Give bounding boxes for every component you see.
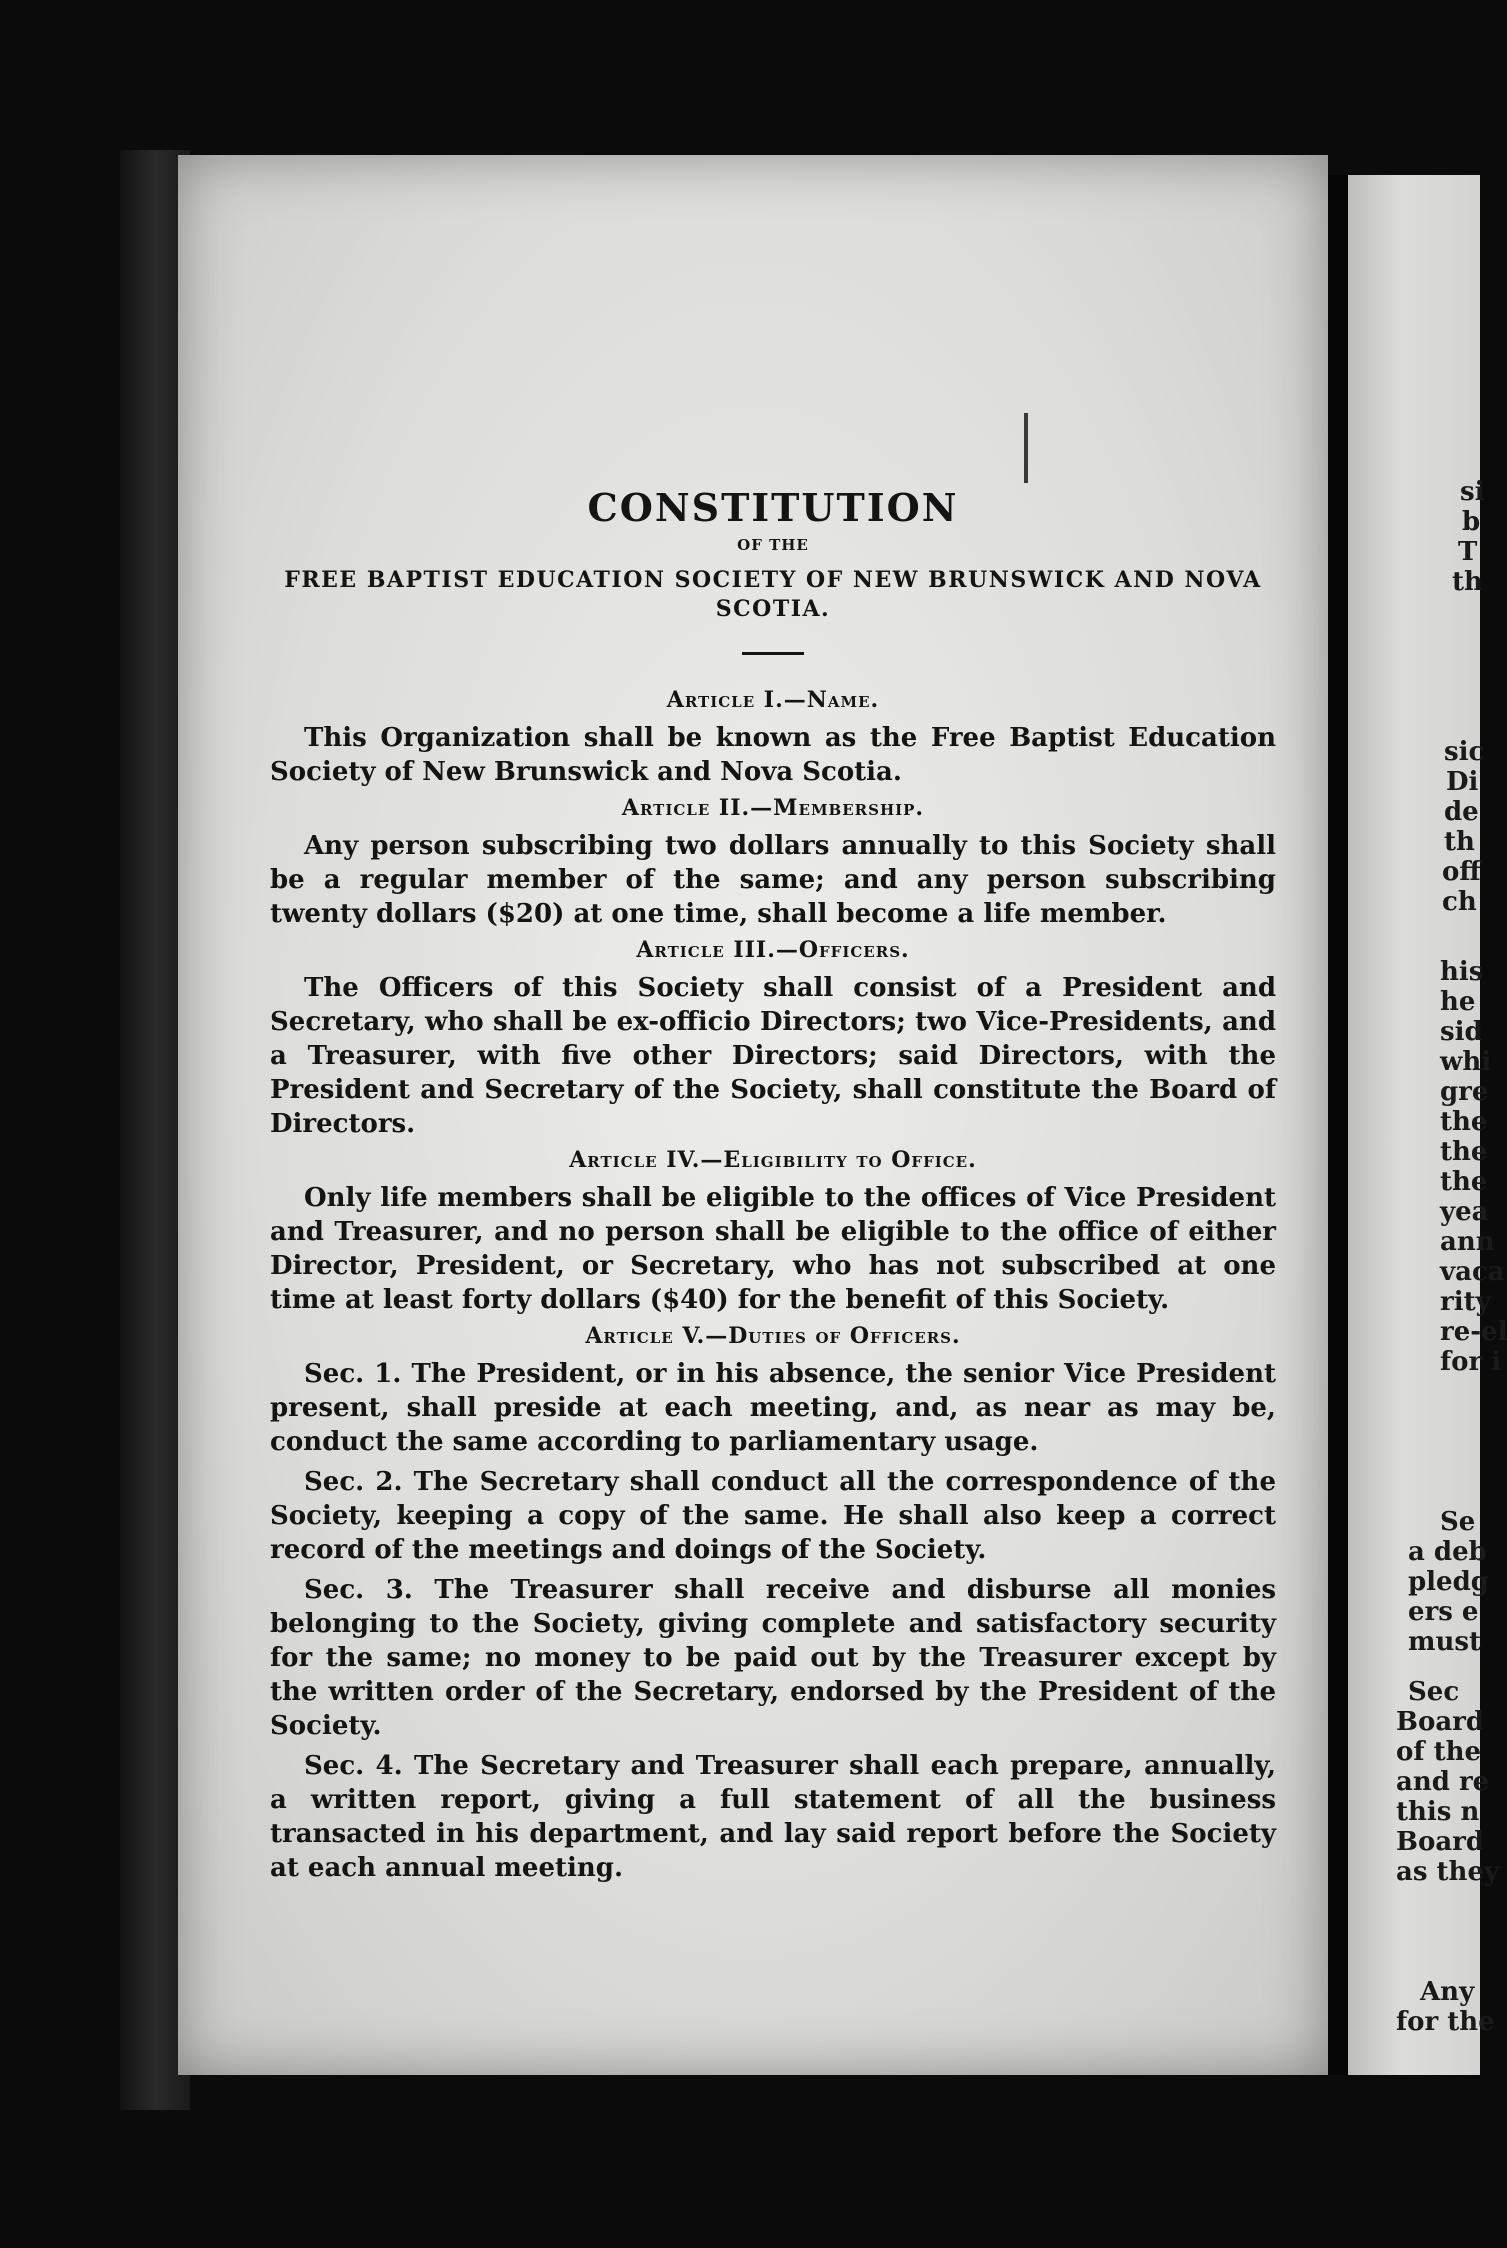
adjacent-page-fragment: rity: [1440, 1287, 1491, 1317]
document-page: [178, 155, 1328, 2075]
adjacent-page-fragment: re-el: [1440, 1317, 1507, 1347]
adjacent-page-fragment: and re: [1396, 1767, 1490, 1797]
article-3: [270, 937, 1276, 1141]
adjacent-page-fragment: this n: [1396, 1797, 1480, 1827]
adjacent-page-fragment: b: [1462, 507, 1481, 537]
adjacent-page-fragment: whi: [1440, 1047, 1492, 1077]
adjacent-page-fragment: ch: [1442, 887, 1477, 917]
adjacent-page-fragment: sic: [1444, 737, 1485, 767]
adjacent-page-fragment: si: [1460, 477, 1485, 507]
article-heading: Article IV.—Eligibility to Office.: [569, 1147, 977, 1173]
document-subtitle: FREE BAPTIST EDUCATION SOCIETY OF NEW BRUNSWICK AND NOVA SCOTIA.: [284, 567, 1262, 622]
adjacent-page-fragment: vaca: [1440, 1257, 1505, 1287]
adjacent-page: [1348, 175, 1507, 2075]
article-heading: Article V.—Duties of Officers.: [585, 1323, 961, 1349]
adjacent-page-fragment: pledg: [1408, 1567, 1489, 1597]
article-paragraph: Only life members shall be eligible to the offices of Vice President and Treasurer, and no person shall be eligible to the office of either Director, President, or Secretary, who has not subscribed at one time at least forty dollars ($40) for the benefit of this Society.: [270, 1183, 1276, 1315]
section-paragraph: Sec. 2. The Secretary shall conduct all the correspondence of the Society, keeping a copy of the same. He shall also keep a correct record of the meetings and doings of the Society.: [270, 1467, 1276, 1565]
article-paragraph: The Officers of this Society shall consist of a President and Secretary, who shall be ex-officio Directors; two Vice-Presidents, and a Treasurer, with five other Directors; said Directors, with the President and Secretary of the Society, shall constitute the Board of Directors.: [270, 973, 1276, 1139]
document-title: CONSTITUTION: [587, 485, 959, 530]
adjacent-page-fragment: Se: [1440, 1507, 1476, 1537]
title-rule: [742, 652, 804, 655]
adjacent-page-fragment: Sec: [1408, 1677, 1460, 1707]
adjacent-page-fragment: off: [1442, 857, 1481, 887]
adjacent-page-fragment: must: [1408, 1627, 1482, 1657]
adjacent-page-fragment: the: [1440, 1167, 1488, 1197]
section-paragraph: Sec. 3. The Treasurer shall receive and disburse all monies belonging to the Society, giving complete and satisfactory security for the same; no money to be paid out by the Treasurer except by the written order of the Secretary, endorsed by the President of the Society.: [270, 1575, 1276, 1741]
adjacent-page-fragment: the: [1440, 1107, 1488, 1137]
adjacent-page-fragment: as they: [1396, 1857, 1500, 1887]
adjacent-page-fragment: sid: [1440, 1017, 1483, 1047]
adjacent-page-fragment: Board: [1396, 1827, 1485, 1857]
document-of-the: OF THE: [737, 536, 809, 554]
article-heading: Article I.—Name.: [666, 687, 880, 713]
page-blemish: [1024, 413, 1028, 483]
article-1: [270, 687, 1276, 789]
adjacent-page-fragment: T: [1458, 537, 1478, 567]
article-heading: Article III.—Officers.: [636, 937, 910, 963]
adjacent-page-fragment: for the: [1396, 2007, 1495, 2037]
adjacent-page-fragment: Board: [1396, 1707, 1485, 1737]
adjacent-page-fragment: yea: [1440, 1197, 1489, 1227]
article-paragraph: Any person subscribing two dollars annually to this Society shall be a regular member of the same; and any person subscribing twenty dollars ($20) at one time, shall become a life member.: [270, 831, 1276, 929]
adjacent-page-fragment: gre: [1440, 1077, 1489, 1107]
adjacent-page-fragment: of the: [1396, 1737, 1482, 1767]
article-heading: Article II.—Membership.: [621, 795, 925, 821]
adjacent-page-fragment: th: [1452, 567, 1483, 597]
adjacent-page-fragment: th: [1444, 827, 1475, 857]
adjacent-page-fragment: he: [1440, 987, 1476, 1017]
article-5: [270, 1323, 1276, 1885]
section-paragraph: Sec. 4. The Secretary and Treasurer shall each prepare, annually, a written report, giving a full statement of all the business transacted in his department, and lay said report before the Society at each annual meeting.: [270, 1751, 1276, 1883]
adjacent-page-fragment: Di: [1446, 767, 1479, 797]
article-2: [270, 795, 1276, 931]
adjacent-page-fragment: Any: [1420, 1977, 1475, 2007]
page-gutter: [1328, 175, 1348, 2075]
adjacent-page-fragment: a deb: [1408, 1537, 1487, 1567]
page-content: [270, 485, 1276, 1891]
adjacent-page-fragment: the: [1440, 1137, 1488, 1167]
adjacent-page-fragment: ers e: [1408, 1597, 1479, 1627]
article-paragraph: This Organization shall be known as the Free Baptist Education Society of New Brunswick and Nova Scotia.: [270, 723, 1276, 787]
adjacent-page-fragment: ann: [1440, 1227, 1495, 1257]
adjacent-page-fragment: for i: [1440, 1347, 1502, 1377]
section-paragraph: Sec. 1. The President, or in his absence, the senior Vice President present, shall preside at each meeting, and, as near as may be, conduct the same according to parliamentary usage.: [270, 1359, 1276, 1457]
adjacent-page-fragment: his: [1440, 957, 1484, 987]
adjacent-page-fragment: de: [1444, 797, 1479, 827]
article-4: [270, 1147, 1276, 1317]
